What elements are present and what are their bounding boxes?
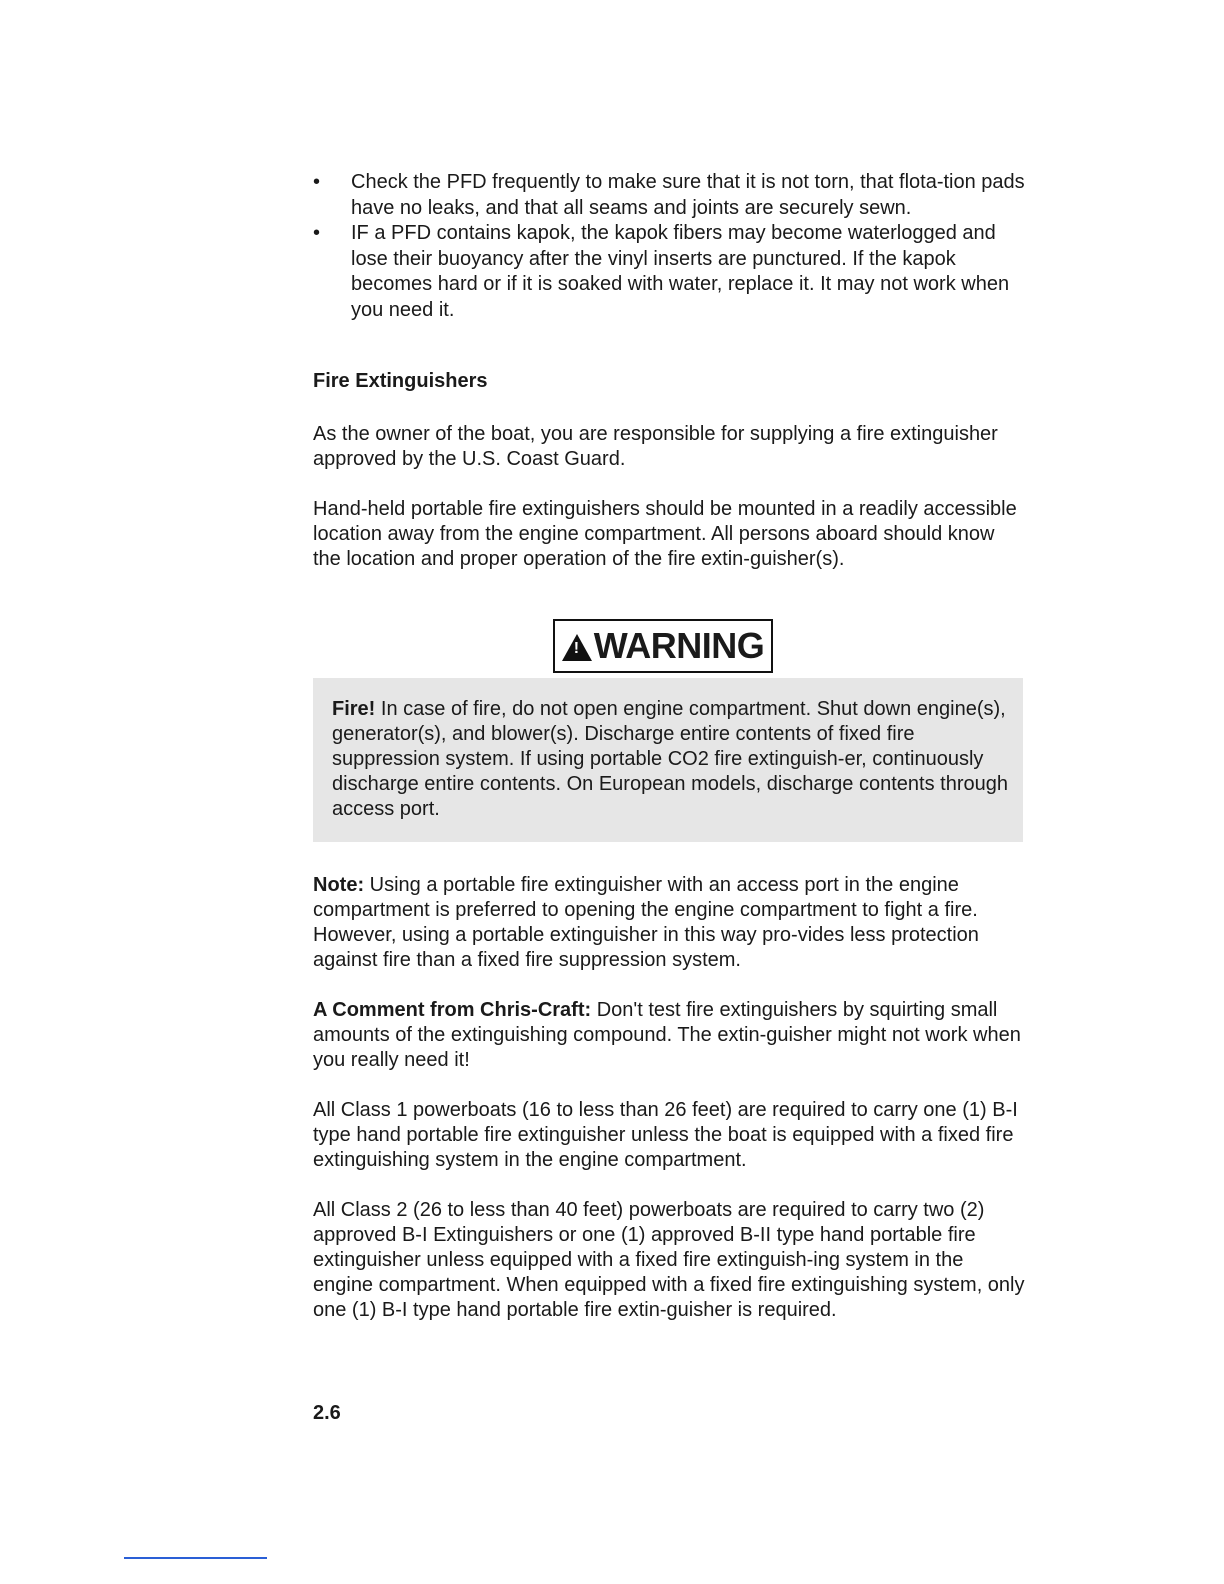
note-lead: Note:: [313, 874, 365, 896]
warning-label: [553, 619, 773, 673]
warning-label-text: WARNING: [593, 625, 765, 666]
footer-rule: [124, 1557, 267, 1559]
bullet-icon: •: [313, 171, 321, 193]
comment-paragraph: [313, 998, 1025, 1073]
warning-text: [332, 697, 1012, 822]
warning-triangle-icon: [562, 634, 592, 661]
bullet-item: [313, 221, 1033, 323]
note-paragraph: [313, 873, 1025, 973]
owner-paragraph: As the owner of the boat, you are responsible for supplying a fire extinguisher approved by the U.S. Coast Guard.: [313, 423, 998, 470]
class1-paragraph: All Class 1 powerboats (16 to less than 26 feet) are required to carry one (1) B-I type hand portable fire extinguisher unless the boat is equipped with a fixed fire extinguishing system in the engine compartment.: [313, 1099, 1018, 1171]
warning-body: In case of fire, do not open engine compartment. Shut down engine(s), generator(s), and blower(s). Discharge entire contents of fixed fire suppression system. If using portable CO2 fire extinguish-er, continuously discharge entire contents. On European models, discharge contents through access port.: [332, 698, 1008, 820]
bullet-text: Check the PFD frequently to make sure that it is not torn, that flota-tion pads have no leaks, and that all seams and joints are securely sewn.: [351, 171, 1025, 219]
page-number: 2.6: [313, 1402, 341, 1424]
section-heading: Fire Extinguishers: [313, 370, 488, 392]
comment-body: Don't test fire extinguishers by squirting small amounts of the extinguishing compound. The extin-guisher might not work when you really need it!: [313, 999, 1021, 1071]
note-body: Using a portable fire extinguisher with an access port in the engine compartment is preferred to opening the engine compartment to fight a fire. However, using a portable extinguisher in this way pro-vides less protection against fire than a fixed fire suppression system.: [313, 874, 979, 971]
class2-paragraph: All Class 2 (26 to less than 40 feet) powerboats are required to carry two (2) approved B-I Extinguishers or one (1) approved B-II type hand portable fire extinguisher unless equipped with a fixed fire extinguish-ing system in the engine compartment. When equipped with a fixed fire extinguishing system, only one (1) B-I type hand portable fire extin-guisher is required.: [313, 1199, 1025, 1321]
bullet-text: IF a PFD contains kapok, the kapok fibers may become waterlogged and lose their buoyancy after the vinyl inserts are punctured. If the kapok becomes hard or if it is soaked with water, replace it. It may not work when you need it.: [351, 222, 1010, 321]
bullet-icon: •: [313, 222, 321, 244]
comment-lead: A Comment from Chris-Craft:: [313, 999, 592, 1021]
handheld-paragraph: Hand-held portable fire extinguishers should be mounted in a readily accessible location away from the engine compartment. All persons aboard should know the location and proper operation of the fire extin-guisher(s).: [313, 498, 1017, 570]
pfd-bullet-list: [313, 170, 1033, 323]
warning-lead: Fire!: [332, 698, 376, 720]
bullet-item: [313, 170, 1033, 221]
